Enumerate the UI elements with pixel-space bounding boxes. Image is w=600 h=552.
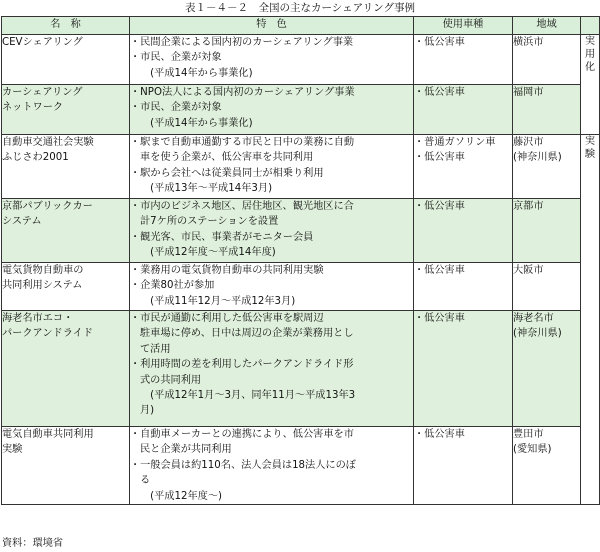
- row-features: [130, 199, 414, 263]
- row-features-line: ・市民、企業が対象: [130, 102, 222, 114]
- row-features-line: ・駅まで自動車通勤する市民と日中の業務に自動: [130, 137, 355, 148]
- table-row: [2, 311, 600, 427]
- row-region: [513, 427, 581, 505]
- row-features: [130, 135, 414, 199]
- row-features-line: 民と企業が共同利用: [140, 444, 232, 456]
- row-name-line: カーシェアリング: [2, 87, 83, 98]
- row-features-line: ・観光客、市民、事業者がモニター会員: [130, 231, 314, 243]
- row-features-line: ・一般会員は約110名、法人会員は18法人にのぼ: [130, 459, 356, 471]
- row-features-line: (平成13年～平成14年3月): [140, 183, 273, 195]
- row-features-line: ・市民、企業が対象: [130, 52, 222, 64]
- row-name-line: ふじさわ2001: [2, 152, 69, 164]
- row-features-line: ・市内のビジネス地区、居住地区、観光地区に合: [130, 201, 354, 212]
- row-region-line: (愛知県): [513, 444, 552, 456]
- row-features: [130, 85, 414, 135]
- row-car-type-line: ・低公害車: [414, 265, 465, 276]
- row-region-line: 豊田市: [513, 429, 544, 440]
- row-features-line: ・企業80社が参加: [130, 280, 215, 292]
- row-region: [513, 311, 581, 427]
- header-car-type: 使用車種: [414, 17, 513, 35]
- car-sharing-table: [1, 16, 600, 505]
- table-row: [2, 199, 600, 263]
- row-region-line: 京都市: [513, 201, 544, 212]
- row-name-line: 電気自動車共同利用: [2, 429, 94, 440]
- row-region-line: 海老名市: [513, 313, 554, 324]
- row-features-line: ・駅から会社へは従業員同士が相乗り利用: [130, 167, 324, 179]
- row-features-line: ・自動車メーカーとの連携により、低公害車を市: [130, 429, 354, 440]
- row-name: [2, 263, 130, 311]
- row-car-type: [414, 199, 513, 263]
- row-car-type-line: ・低公害車: [414, 313, 465, 324]
- row-name-line: 実験: [2, 444, 23, 456]
- group-label: 実用化: [584, 36, 596, 73]
- row-name-line: 京都パブリックカー: [2, 201, 93, 212]
- row-features-line: る: [140, 475, 151, 487]
- row-features-line: (平成12年1月～3月、同年11月～平成13年3: [140, 390, 356, 402]
- table-row: [2, 427, 600, 505]
- row-region: [513, 199, 581, 263]
- row-car-type-line: ・低公害車: [414, 37, 465, 48]
- row-name-line: システム: [2, 216, 42, 228]
- row-name-line: 共同利用システム: [2, 280, 83, 292]
- group-experiment: [581, 135, 600, 505]
- row-features-line: 車を使う企業が、低公害車を共同利用: [140, 152, 314, 164]
- header-region: 地域: [513, 17, 581, 35]
- table-row: [2, 135, 600, 199]
- source-note: 資料：環境省: [2, 538, 64, 549]
- row-name: [2, 311, 130, 427]
- row-features-line: ・NPO法人による国内初のカーシェアリング事業: [130, 87, 355, 98]
- row-features-line: (平成12年度～): [140, 490, 223, 502]
- row-region-line: (神奈川県): [513, 328, 562, 340]
- row-name-line: ネットワーク: [2, 102, 64, 114]
- row-car-type: [414, 311, 513, 427]
- row-features-line: 計7ケ所のステーションを設置: [140, 216, 279, 228]
- row-car-type-line: ・低公害車: [414, 201, 465, 212]
- row-car-type: [414, 135, 513, 199]
- group-label: 実験: [584, 136, 596, 160]
- row-name-line: パークアンドライド: [2, 328, 93, 340]
- row-region: [513, 85, 581, 135]
- row-car-type: [414, 35, 513, 85]
- row-features: [130, 427, 414, 505]
- row-region-line: 横浜市: [513, 37, 544, 48]
- row-name: [2, 427, 130, 505]
- row-region: [513, 135, 581, 199]
- table-row: [2, 263, 600, 311]
- table-header-row: [2, 17, 600, 35]
- row-name-line: 自動車交通社会実験: [2, 137, 94, 148]
- row-name: [2, 85, 130, 135]
- row-region-line: 藤沢市: [513, 137, 544, 148]
- row-features-line: 駐車場に停め、日中は周辺の企業が業務用とし: [140, 328, 354, 340]
- row-features-line: ・市民が通勤に利用した低公害車を駅周辺: [130, 313, 324, 324]
- row-region: [513, 263, 581, 311]
- row-features-line: (平成14年から事業化): [140, 67, 253, 79]
- row-features: [130, 35, 414, 85]
- row-features-line: 式の共同利用: [140, 374, 202, 386]
- row-features-line: (平成12年度～平成14年度): [140, 247, 276, 259]
- row-region-line: 大阪市: [513, 265, 544, 276]
- row-region-line: 福岡市: [513, 87, 544, 98]
- table-row: [2, 85, 600, 135]
- row-features-line: (平成14年から事業化): [140, 117, 253, 129]
- row-car-type-line: ・低公害車: [414, 152, 465, 164]
- row-car-type: [414, 85, 513, 135]
- row-features-line: 月): [140, 405, 155, 417]
- row-name-line: 電気貨物自動車の: [2, 265, 84, 276]
- row-car-type: [414, 427, 513, 505]
- row-features-line: ・業務用の電気貨物自動車の共同利用実験: [130, 265, 324, 276]
- table-row: [2, 35, 600, 85]
- row-car-type: [414, 263, 513, 311]
- row-features-line: て活用: [140, 343, 171, 355]
- row-features-line: ・利用時間の差を利用したパークアンドライド形: [130, 359, 354, 371]
- row-car-type-line: ・普通ガソリン車: [414, 137, 496, 148]
- row-features: [130, 263, 414, 311]
- row-region: [513, 35, 581, 85]
- header-feature: 特 色: [130, 17, 414, 35]
- row-features: [130, 311, 414, 427]
- row-region-line: (神奈川県): [513, 152, 562, 164]
- row-car-type-line: ・低公害車: [414, 429, 465, 440]
- row-name-line: CEVシェアリング: [2, 37, 83, 48]
- row-car-type-line: ・低公害車: [414, 87, 465, 98]
- row-name: [2, 35, 130, 85]
- row-features-line: ・民間企業による国内初のカーシェアリング事業: [130, 37, 354, 48]
- row-name: [2, 135, 130, 199]
- header-category: [581, 17, 600, 35]
- row-name-line: 海老名市エコ・: [2, 313, 74, 324]
- header-name: 名 称: [2, 17, 130, 35]
- row-name: [2, 199, 130, 263]
- row-features-line: (平成11年12月～平成12年3月): [140, 295, 296, 307]
- table-caption: 表１－４－２ 全国の主なカーシェアリング事例: [185, 2, 415, 14]
- group-practical: [581, 35, 600, 135]
